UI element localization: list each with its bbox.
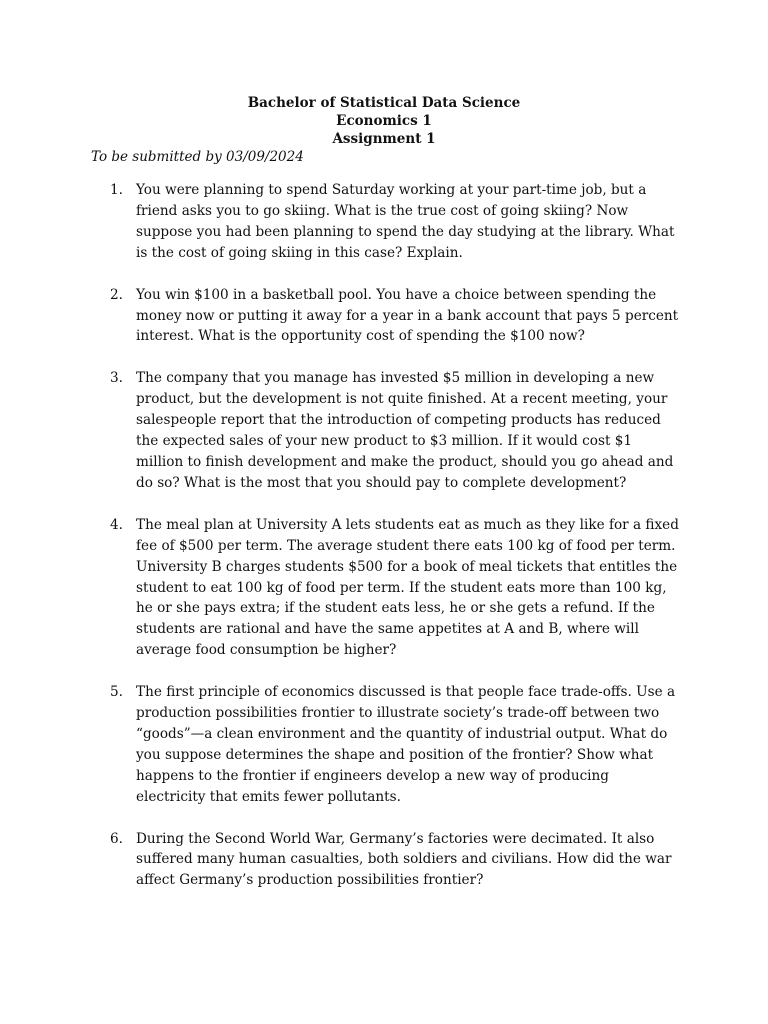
question-item [110,829,680,892]
question-item [110,515,680,661]
question-text: The meal plan at University A lets students eat as much as they like for a fixed fee of $500 per term. The average student there eats 100 kg of food per term. University B charges students $500 for a book of meal tickets that entitles the student to eat 100 kg of food per term. If the student eats more than 100 kg, he or she pays extra; if the student eats less, he or she gets a refund. If the students are rational and have the same appetites at A and B, where will average food consumption be higher? [136,516,679,659]
question-number: 4. [110,516,123,533]
question-number: 2. [110,286,123,303]
question-list [110,180,680,912]
document-header [0,94,768,148]
question-number: 5. [110,684,123,701]
question-item [110,368,680,493]
question-item [110,682,680,807]
question-text: You were planning to spend Saturday working at your part-time job, but a friend asks you to go skiing. What is the true cost of going skiing? Now suppose you had been planning to spend the day studying at the library. What is the cost of going skiing in this case? Explain. [136,182,675,261]
assignment-title: Assignment 1 [332,131,436,147]
submission-date: To be submitted by 03/09/2024 [91,149,304,165]
program-title: Bachelor of Statistical Data Science [247,95,521,111]
course-title: Economics 1 [336,113,432,129]
question-number: 1. [110,182,123,198]
question-number: 3. [110,370,123,387]
question-text: The first principle of economics discussed is that people face trade-offs. Use a production possibilities frontier to illustrate society’s trade-off between two “goods”—a clean environment and the quantity of industrial output. What do you suppose determines the shape and position of the frontier? Show what happens to the frontier if engineers develop a new way of producing electricity that emits fewer pollutants. [136,684,676,805]
question-number: 6. [110,830,123,847]
question-text: You win $100 in a basketball pool. You have a choice between spending the money now or putting it away for a year in a bank account that pays 5 percent interest. What is the opportunity cost of spending the $100 now? [136,286,679,345]
question-text: During the Second World War, Germany’s factories were decimated. It also suffered many human casualties, both soldiers and civilians. How did the war affect Germany’s production possibilities frontier? [136,830,672,889]
question-item [110,180,680,264]
question-text: The company that you manage has invested $5 million in developing a new product, but the development is not quite finished. At a recent meeting, your salespeople report that the introduction of competing products has reduced the expected sales of your new product to $3 million. If it would cost $1 million to finish development and make the product, should you go ahead and do so? What is the most that you should pay to complete development? [136,370,674,491]
question-item [110,285,680,348]
